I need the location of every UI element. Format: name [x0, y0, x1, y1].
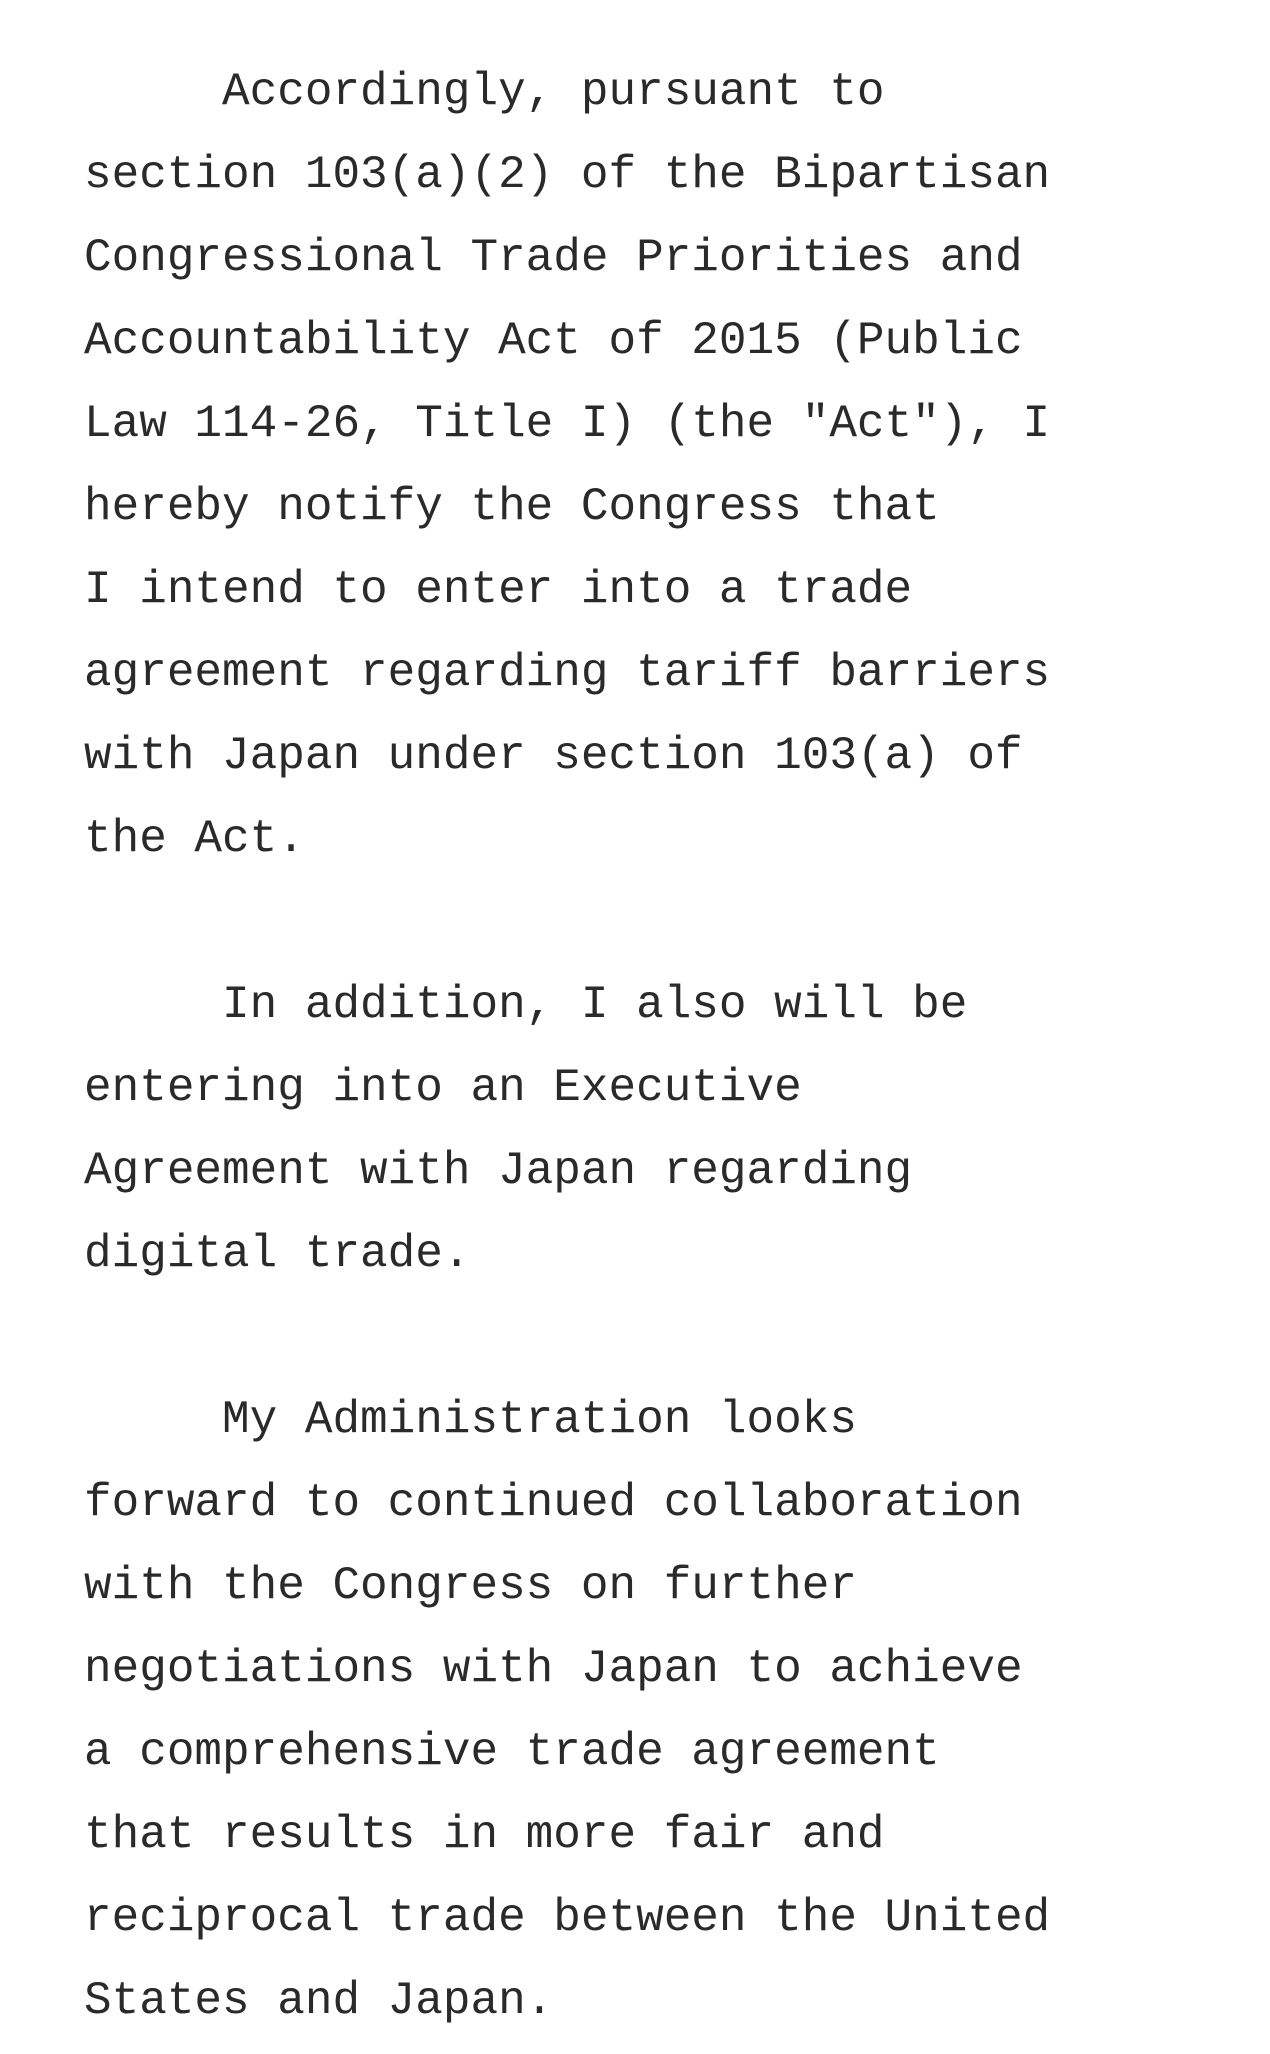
document-body	[84, 62, 1234, 2054]
paragraph-continued-collaboration	[84, 1390, 1234, 2054]
text-line: Congressional Trade Priorities and	[84, 232, 1023, 284]
text-line: Accordingly, pursuant to	[84, 66, 885, 118]
text-line: negotiations with Japan to achieve	[84, 1643, 1023, 1695]
paragraph-executive-agreement	[84, 975, 1234, 1307]
text-line: the Act.	[84, 813, 305, 865]
text-line: Accountability Act of 2015 (Public	[84, 315, 1023, 367]
text-line: forward to continued collaboration	[84, 1477, 1023, 1529]
text-line: a comprehensive trade agreement	[84, 1726, 940, 1778]
paragraph-spacer	[84, 892, 1234, 975]
text-line: with Japan under section 103(a) of	[84, 730, 1023, 782]
text-line: In addition, I also will be	[84, 979, 968, 1031]
text-line: Law 114-26, Title I) (the "Act"), I	[84, 398, 1051, 450]
text-line: digital trade.	[84, 1228, 471, 1280]
text-line: reciprocal trade between the United	[84, 1892, 1051, 1944]
paragraph-trade-agreement-notice	[84, 62, 1234, 892]
text-line: States and Japan.	[84, 1975, 554, 2027]
text-line: hereby notify the Congress that	[84, 481, 940, 533]
text-line: My Administration looks	[84, 1394, 857, 1446]
text-line: with the Congress on further	[84, 1560, 857, 1612]
text-line: entering into an Executive	[84, 1062, 802, 1114]
text-line: that results in more fair and	[84, 1809, 885, 1861]
text-line: Agreement with Japan regarding	[84, 1145, 913, 1197]
text-line: section 103(a)(2) of the Bipartisan	[84, 149, 1051, 201]
text-line: agreement regarding tariff barriers	[84, 647, 1051, 699]
text-line: I intend to enter into a trade	[84, 564, 913, 616]
paragraph-spacer	[84, 1307, 1234, 1390]
